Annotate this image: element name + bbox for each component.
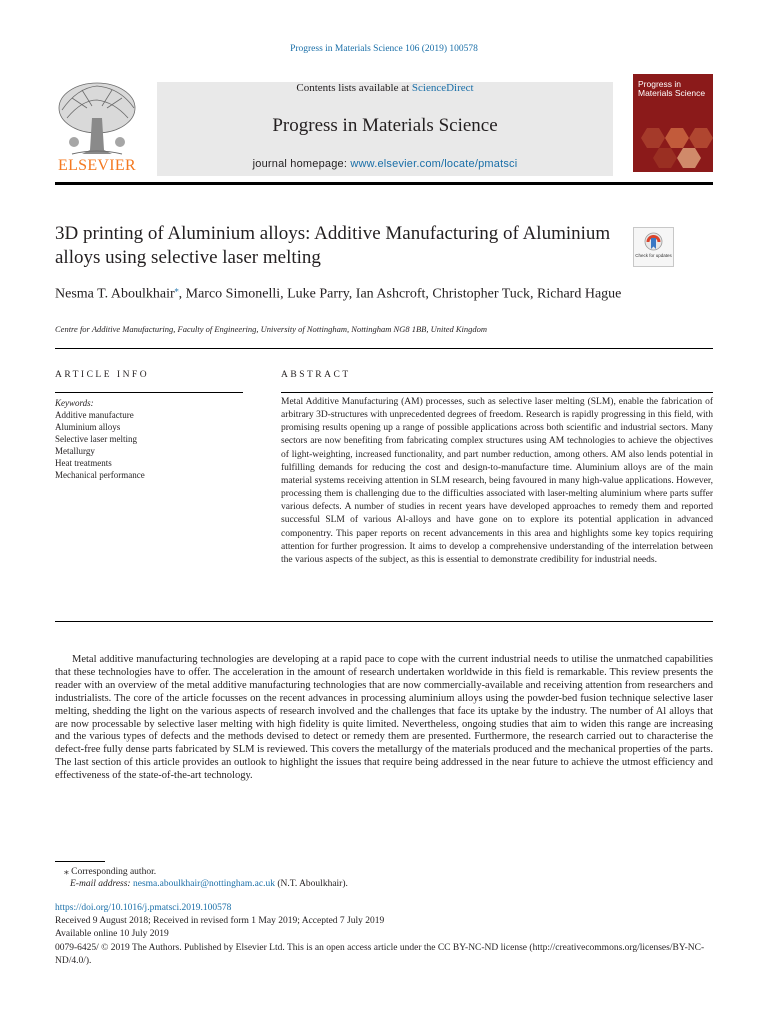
corresponding-mark[interactable]: ⁎ <box>174 285 179 294</box>
publisher-wordmark: ELSEVIER <box>58 157 136 174</box>
journal-name: Progress in Materials Science <box>272 115 498 136</box>
article-info-heading: ARTICLE INFO <box>55 370 150 380</box>
author-list <box>55 281 675 304</box>
keyword-item: Metallurgy <box>55 446 95 456</box>
crossmark-icon <box>644 232 663 252</box>
journal-cover-thumbnail[interactable] <box>633 74 713 172</box>
divider <box>55 621 713 622</box>
doi-link[interactable]: https://doi.org/10.1016/j.pmatsci.2019.100578 <box>55 903 232 913</box>
received-dates: Received 9 August 2018; Received in revised form 1 May 2019; Accepted 7 July 2019 <box>55 916 385 926</box>
divider <box>55 392 243 393</box>
journal-citation[interactable]: Progress in Materials Science 106 (2019) 100578 <box>290 44 478 54</box>
cover-title: Progress in Materials Science <box>638 79 706 98</box>
keywords-label: Keywords: <box>55 398 94 408</box>
header-rule <box>55 182 713 185</box>
keyword-item: Aluminium alloys <box>55 422 121 432</box>
email-footnote: E-mail address: nesma.aboulkhair@nottingham.ac.uk (N.T. Aboulkhair). <box>70 879 348 889</box>
summary-paragraph: Metal additive manufacturing technologies are developing at a rapid pace to cope with the current industrial needs to utilise the unmatched capabilities that these technologies have to offer. The acceleration in the amount of research undertaken worldwide in this field is remarkable. This review presents the reader with an overview of the metal additive manufacturing technologies that are now commercially-available and receiving attention from researchers and industrialists. The core of the article focusses on the recent advances in processing aluminium alloys using the powder-bed fusion technique selective laser melting, shedding the light on the various aspects of research involved and the challenges that face its uptake by the industry. The number of Al alloys that are now processable by selective laser melting with high fidelity is quite limited. Nevertheless, ongoing studies that aim to widen this range are increasing and the various types of defects and the methods devised to detect or remedy them are presented. Furthermore, the research carried out to characterise the defect-free fully dense parts fabricated by SLM is reviewed. This covers the metallurgy of the materials produced and the mechanical properties of the parts. The last section of this article provides an outlook to highlight the issues that require being addressed in the near future to achieve the utmost efficiency and effectiveness of the state-of-the-art technology. <box>55 654 713 782</box>
check-for-updates-label: Check for updates <box>635 253 672 258</box>
sciencedirect-link[interactable]: ScienceDirect <box>411 82 474 94</box>
author-rest: , Marco Simonelli, Luke Parry, Ian Ashcroft, Christopher Tuck, Richard Hague <box>178 286 622 302</box>
keyword-item: Additive manufacture <box>55 410 134 420</box>
cover-hexagon-pattern <box>633 124 713 172</box>
email-link[interactable]: nesma.aboulkhair@nottingham.ac.uk <box>132 879 275 889</box>
license-statement: 0079-6425/ © 2019 The Authors. Published by Elsevier Ltd. This is an open access article under the CC BY-NC-ND license (http://creativecommons.org/licenses/BY-NC-ND/4.0/). <box>55 943 705 966</box>
affiliation: Centre for Additive Manufacturing, Faculty of Engineering, University of Nottingham, Nottingham NG8 1BB, United Kingdom <box>55 324 488 334</box>
check-for-updates-button[interactable] <box>633 227 674 267</box>
divider <box>55 348 713 349</box>
article-title: 3D printing of Aluminium alloys: Additive Manufacturing of Aluminium alloys using selective laser melting <box>55 223 611 268</box>
contents-line: Contents lists available at ScienceDirect <box>296 82 474 94</box>
abstract-heading: ABSTRACT <box>281 370 351 380</box>
keywords-list <box>55 409 145 481</box>
online-date: Available online 10 July 2019 <box>55 929 169 939</box>
journal-homepage-link[interactable]: www.elsevier.com/locate/pmatsci <box>350 158 518 170</box>
divider <box>281 392 713 393</box>
keyword-item: Heat treatments <box>55 458 112 468</box>
keyword-item: Selective laser melting <box>55 434 137 444</box>
keyword-item: Mechanical performance <box>55 470 145 480</box>
journal-homepage-line: journal homepage: www.elsevier.com/locate/pmatsci <box>252 158 518 170</box>
abstract-text: Metal Additive Manufacturing (AM) processes, such as selective laser melting (SLM), enable the fabrication of arbitrary 3D-structures with unprecedented degrees of freedom. Research is rapidly progressing in this field, with promising results opening up a range of possible applications across both scientific and industrial sectors. Many sectors are now benefiting from fabricating complex structures using AM technologies to achieve the objectives of light-weighting, increased functionality, and part number reduction, among others. AM also lends potential in fulfilling demands for reducing the cost and design-to-manufacture time. Aluminium alloys are of the main material systems receiving attention in SLM research, being favoured in many high-value applications. However, processing them is challenging due to the difficulties associated with laser-melting aluminium where parts suffer various defects. A number of studies in recent years have developed approaches to remedy them and reported successful SLM of various Al-alloys and have gone on to explore its potential application in advanced componentry. This paper reports on recent advancements in this area and highlights some key topics requiring attention for further progression. It aims to develop a comprehensive understanding of the interrelation between the various aspects of the subject, as this is essential to demonstrate credibility for industrial needs. <box>281 397 713 565</box>
corresponding-author-note: ⁎ Corresponding author. <box>64 867 157 877</box>
footnote-rule <box>55 861 105 862</box>
author-first[interactable]: Nesma T. Aboulkhair <box>55 286 175 302</box>
